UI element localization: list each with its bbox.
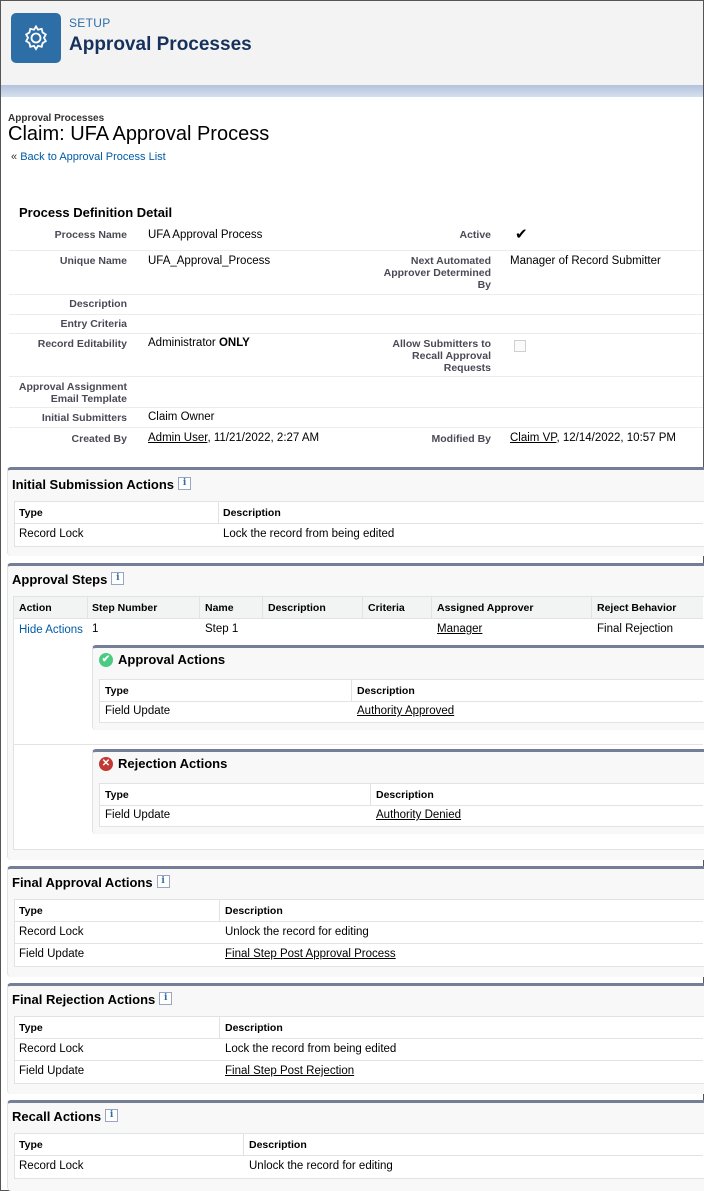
- column-divider: [591, 597, 592, 618]
- unique-name-label: Unique Name: [59, 255, 127, 267]
- table-cell-type: Record Lock: [19, 926, 84, 938]
- row-divider: [14, 618, 703, 619]
- allow-recall-label-line: Requests: [443, 362, 491, 374]
- row-divider: [15, 943, 703, 944]
- column-header-assigned-approver: Assigned Approver: [437, 602, 534, 614]
- column-divider: [362, 597, 363, 618]
- created-by-date: , 11/21/2022, 2:27 AM: [207, 432, 320, 444]
- back-arrow: «: [11, 151, 18, 163]
- step-name-cell: Step 1: [205, 623, 239, 635]
- column-header-type: Type: [19, 1022, 43, 1034]
- final-rejection-title-text: Final Rejection Actions: [12, 992, 156, 1007]
- table-cell-type: Field Update: [105, 809, 171, 821]
- info-icon[interactable]: i: [157, 875, 170, 888]
- table-cell-type: Field Update: [105, 705, 171, 717]
- initial-submission-table: [14, 501, 704, 547]
- row-divider: [15, 921, 703, 922]
- field-update-link[interactable]: Authority Denied: [376, 809, 462, 821]
- success-check-icon: ✔: [99, 653, 113, 667]
- initial-submission-title-text: Initial Submission Actions: [12, 477, 175, 492]
- hide-actions-link[interactable]: [19, 624, 83, 636]
- column-header-description: Description: [223, 507, 281, 519]
- page-title: Claim: UFA Approval Process: [8, 123, 270, 145]
- table-cell-description: Unlock the record for editing: [225, 926, 369, 938]
- modified-by-label: Modified By: [431, 433, 491, 445]
- recall-title-text: Recall Actions: [12, 1109, 102, 1124]
- row-divider: [15, 1038, 703, 1039]
- modified-by-date: , 12/14/2022, 10:57 PM: [556, 432, 677, 444]
- assignment-template-label: [11, 381, 127, 405]
- record-editability-value: [148, 337, 250, 350]
- column-divider: [370, 784, 371, 805]
- column-header-type: Type: [105, 685, 129, 697]
- column-divider: [243, 1134, 244, 1155]
- table-cell-description: [357, 705, 454, 717]
- next-approver-label-line: Next Automated: [410, 255, 491, 267]
- setup-label: SETUP: [69, 16, 111, 30]
- process-name-value: UFA Approval Process: [148, 229, 263, 241]
- next-approver-label-line: Approver Determined: [383, 267, 491, 279]
- description-label: Description: [69, 298, 127, 310]
- column-header-reject-behavior: Reject Behavior: [597, 602, 677, 614]
- allow-recall-checkbox: [514, 340, 526, 352]
- field-update-link[interactable]: Final Step Post Approval Process: [225, 948, 396, 960]
- column-header-description: Description: [249, 1139, 307, 1151]
- column-header-type: Type: [19, 905, 43, 917]
- process-name-label: Process Name: [54, 229, 127, 241]
- initial-submission-title: [12, 477, 191, 492]
- column-divider: [219, 900, 220, 921]
- entry-criteria-label: Entry Criteria: [60, 318, 127, 330]
- approval-steps-title: [12, 572, 124, 587]
- next-approver-label: [351, 255, 491, 291]
- row-divider: [100, 805, 703, 806]
- record-editability-label: Record Editability: [37, 338, 127, 350]
- column-divider: [431, 597, 432, 618]
- back-link-row: [11, 151, 166, 163]
- column-header-action: Action: [19, 602, 52, 614]
- column-header-step-number: Step Number: [92, 602, 158, 614]
- column-divider: [351, 680, 352, 701]
- modified-by-value: [510, 432, 676, 445]
- info-icon[interactable]: i: [111, 572, 124, 585]
- gear-icon: [11, 13, 61, 63]
- table-cell-type: Field Update: [19, 948, 85, 960]
- assignment-template-label-line: Email Template: [50, 393, 127, 405]
- allow-recall-label: [351, 338, 491, 374]
- divider: [9, 294, 703, 295]
- initial-submitters-value: Claim Owner: [148, 411, 215, 423]
- table-cell-type: Field Update: [19, 1065, 85, 1077]
- row-divider: [15, 1155, 703, 1156]
- info-icon[interactable]: i: [105, 1109, 118, 1122]
- table-cell-description: Unlock the record for editing: [249, 1160, 393, 1172]
- next-approver-value: Manager of Record Submitter: [510, 255, 661, 267]
- divider: [9, 407, 703, 408]
- error-x-icon: ✕: [99, 757, 113, 771]
- created-by-value: [148, 432, 319, 445]
- final-approval-title: [12, 875, 170, 890]
- divider: [9, 427, 703, 428]
- column-header-type: Type: [105, 789, 129, 801]
- approver-link[interactable]: Manager: [437, 623, 483, 635]
- column-divider: [199, 597, 200, 618]
- unique-name-value: UFA_Approval_Process: [148, 255, 271, 267]
- divider: [9, 314, 703, 315]
- step-number-cell: 1: [92, 623, 99, 635]
- recall-table: [14, 1133, 704, 1179]
- column-divider: [219, 1017, 220, 1038]
- assignment-template-label-line: Approval Assignment: [18, 381, 127, 393]
- detail-section-title: Process Definition Detail: [19, 205, 173, 220]
- initial-submitters-label: Initial Submitters: [41, 412, 127, 424]
- allow-recall-label-line: Allow Submitters to: [392, 338, 491, 350]
- field-update-link[interactable]: Final Step Post Rejection: [225, 1065, 355, 1077]
- approval-steps-title-text: Approval Steps: [12, 572, 108, 587]
- row-divider: [15, 523, 703, 524]
- table-cell-description: [225, 1065, 354, 1077]
- hide-actions-link-text[interactable]: Hide Actions: [19, 624, 83, 636]
- active-checkmark-icon: ✔: [515, 226, 528, 243]
- back-to-list-link[interactable]: Back to Approval Process List: [20, 151, 166, 163]
- column-divider: [218, 502, 219, 523]
- table-cell-description: [376, 809, 461, 821]
- modified-by-user-link[interactable]: Claim VP: [510, 432, 557, 444]
- column-divider: [87, 597, 88, 618]
- table-cell-type: Record Lock: [19, 1160, 84, 1172]
- divider: [9, 250, 703, 251]
- column-header-name: Name: [205, 602, 234, 614]
- final-approval-title-text: Final Approval Actions: [12, 875, 153, 890]
- divider: [9, 333, 703, 334]
- created-by-label: Created By: [71, 433, 127, 445]
- header-band: [1, 85, 703, 97]
- info-icon[interactable]: i: [178, 477, 191, 490]
- field-update-link[interactable]: Authority Approved: [357, 705, 455, 717]
- final-rejection-title: [12, 992, 172, 1007]
- created-by-user-link[interactable]: Admin User: [148, 432, 208, 444]
- record-editability-text: Administrator: [148, 337, 216, 349]
- breadcrumb: Approval Processes: [8, 113, 105, 124]
- table-cell-type: Record Lock: [19, 528, 84, 540]
- row-divider: [15, 1060, 703, 1061]
- assigned-approver-cell: [437, 623, 482, 635]
- column-header-description: Description: [225, 905, 283, 917]
- column-divider: [262, 597, 263, 618]
- header-title: Approval Processes: [69, 34, 252, 55]
- table-cell-description: [225, 948, 396, 960]
- column-header-type: Type: [19, 507, 43, 519]
- reject-behavior-cell: Final Rejection: [597, 623, 674, 635]
- column-header-description: Description: [225, 1022, 283, 1034]
- info-icon[interactable]: i: [159, 992, 172, 1005]
- recall-title: [12, 1109, 118, 1124]
- column-header-description: Description: [376, 789, 434, 801]
- column-header-description: Description: [268, 602, 326, 614]
- divider: [9, 376, 703, 377]
- row-divider: [100, 701, 703, 702]
- record-editability-bold: ONLY: [218, 337, 250, 349]
- column-header-type: Type: [19, 1139, 43, 1151]
- column-header-criteria: Criteria: [368, 602, 405, 614]
- approval-actions-title: Approval Actions: [118, 652, 226, 667]
- table-cell-type: Record Lock: [19, 1043, 84, 1055]
- allow-recall-label-line: Recall Approval: [412, 350, 491, 362]
- table-cell-description: Lock the record from being edited: [223, 528, 395, 540]
- rejection-actions-title: Rejection Actions: [118, 756, 228, 771]
- table-cell-description: Lock the record from being edited: [225, 1043, 397, 1055]
- active-label: Active: [459, 229, 491, 241]
- column-header-description: Description: [357, 685, 415, 697]
- row-divider: [14, 744, 703, 745]
- next-approver-label-line: By: [477, 279, 491, 291]
